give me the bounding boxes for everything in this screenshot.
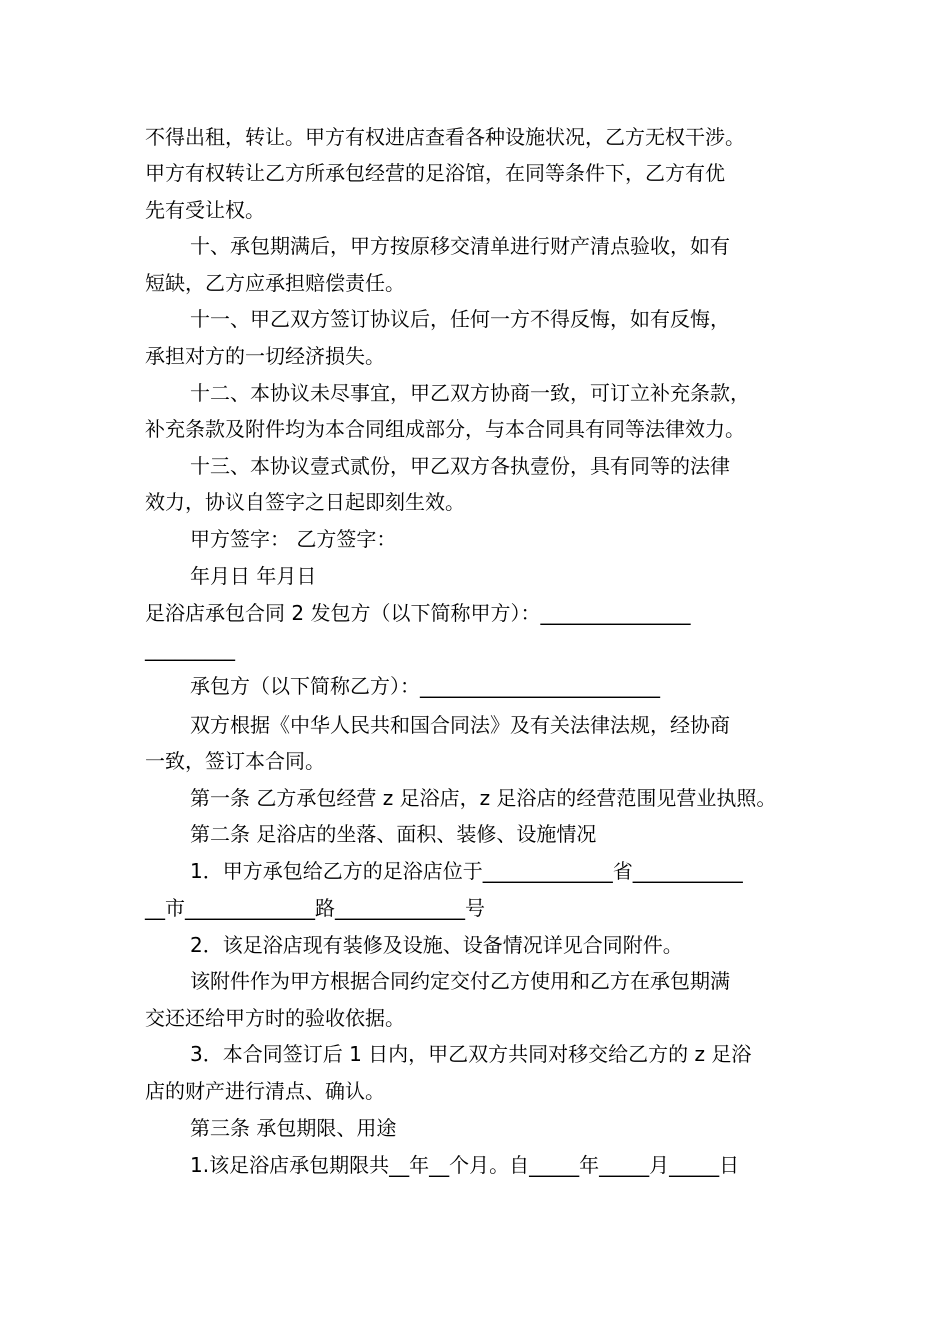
signature-line: 甲方签字： 乙方签字：: [190, 527, 397, 551]
text-line: 承包方（以下简称乙方）：________________________: [190, 674, 660, 698]
text-line: 补充条款及附件均为本合同组成部分，与本合同具有同等法律效力。: [145, 417, 745, 441]
text-line: 十二、本协议未尽事宜，甲乙双方协商一致，可订立补充条款，: [190, 381, 750, 405]
text-line: 1．甲方承包给乙方的足浴店位于_____________省___________: [190, 859, 743, 883]
text-line: 店的财产进行清点、确认。: [145, 1079, 385, 1103]
text-line: 十、承包期满后，甲方按原移交清单进行财产清点验收，如有: [190, 234, 730, 258]
text-line: 2．该足浴店现有装修及设施、设备情况详见合同附件。: [190, 933, 683, 957]
text-line: 交还还给甲方时的验收依据。: [145, 1006, 405, 1030]
text-line: 第二条 足浴店的坐落、面积、装修、设施情况: [190, 822, 597, 846]
text-line: 先有受让权。: [145, 198, 265, 222]
contract-title-line: 足浴店承包合同 2 发包方（以下简称甲方）：_______________: [145, 601, 691, 625]
text-line: 一致，签订本合同。: [145, 749, 325, 773]
text-line: 短缺，乙方应承担赔偿责任。: [145, 271, 405, 295]
text-line: 第一条 乙方承包经营 z 足浴店，z 足浴店的经营范围见营业执照。: [190, 786, 777, 810]
text-line: 承担对方的一切经济损失。: [145, 344, 385, 368]
text-line: 十三、本协议壹式贰份，甲乙双方各执壹份，具有同等的法律: [190, 454, 730, 478]
text-line: __市_____________路_____________号: [145, 896, 485, 920]
text-line: 双方根据《中华人民共和国合同法》及有关法律法规，经协商: [190, 713, 730, 737]
text-line: 3．本合同签订后 1 日内，甲乙双方共同对移交给乙方的 z 足浴: [190, 1042, 752, 1066]
text-line: _________: [145, 637, 235, 661]
text-line: 效力，协议自签字之日起即刻生效。: [145, 490, 465, 514]
text-line: 该附件作为甲方根据合同约定交付乙方使用和乙方在承包期满: [190, 969, 730, 993]
text-line: 第三条 承包期限、用途: [190, 1116, 397, 1140]
text-line: 十一、甲乙双方签订协议后，任何一方不得反悔，如有反悔，: [190, 307, 730, 331]
text-line: 不得出租，转让。甲方有权进店查看各种设施状况，乙方无权干涉。: [145, 125, 745, 149]
text-line: 甲方有权转让乙方所承包经营的足浴馆，在同等条件下，乙方有优: [145, 161, 725, 185]
date-line: 年月日 年月日: [190, 564, 317, 588]
text-line: 1.该足浴店承包期限共__年__个月。自_____年_____月_____日: [190, 1153, 740, 1177]
